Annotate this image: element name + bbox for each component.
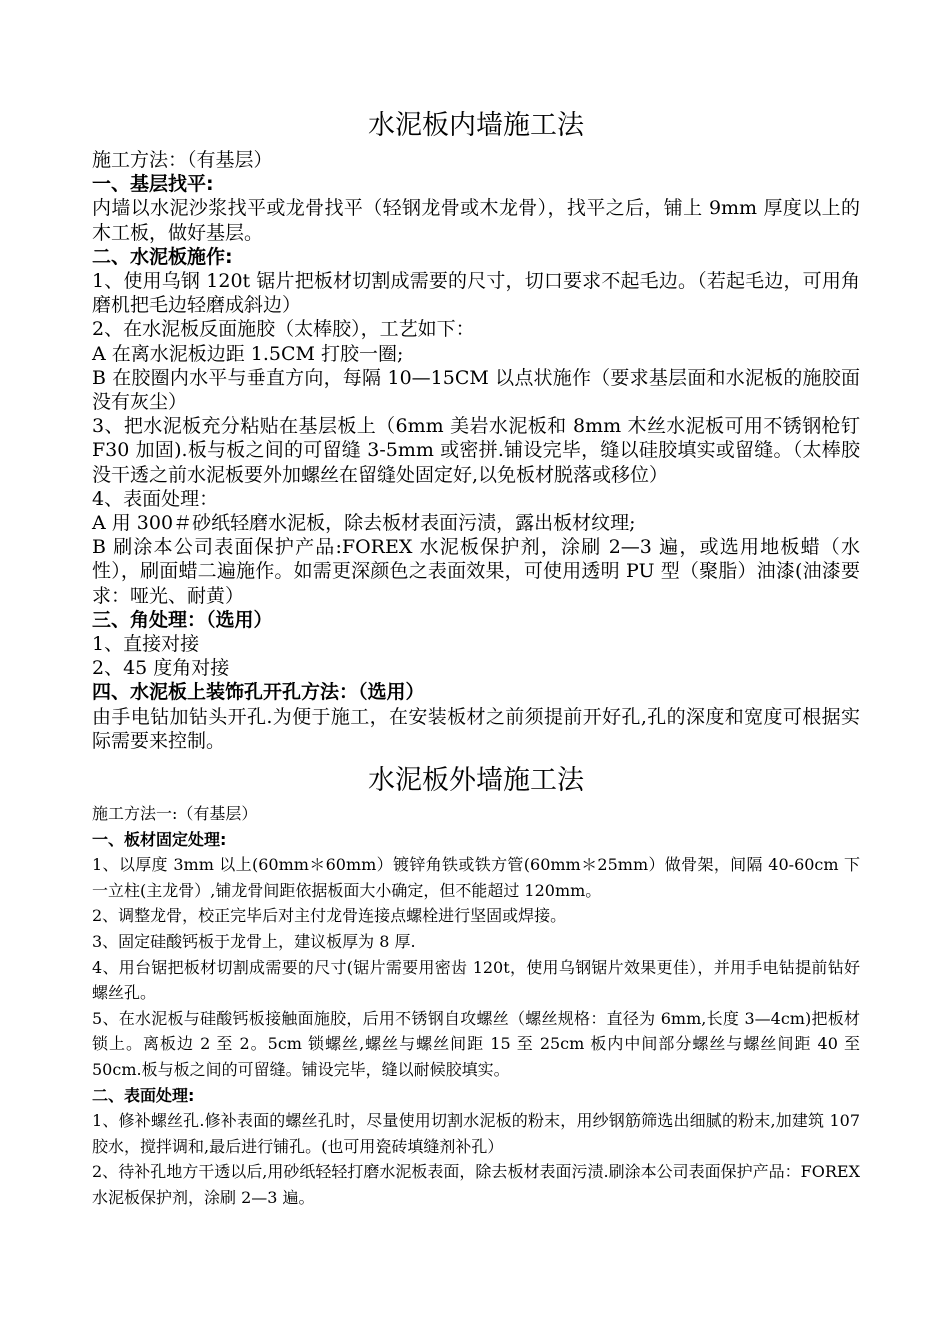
paragraph: 3、把水泥板充分粘贴在基层板上（6mm 美岩水泥板和 8mm 木丝水泥板可用不锈钢枪钉 F30 加固).板与板之间的可留缝 3-5mm 或密拼.铺设完毕，缝以硅胶填实或留缝。（太棒胶没干透之前水泥板要外加螺丝在留缝处固定好,以免板材脱落或移位）	[92, 415, 860, 486]
paragraph: B 刷涂本公司表面保护产品:FOREX 水泥板保护剂，涂刷 2—3 遍，或选用地板蜡（水性），刷面蜡二遍施作。如需更深颜色之表面效果，可使用透明 PU 型（聚脂）油漆(油漆要求：哑光、耐黄）	[92, 536, 860, 607]
document-page	[92, 104, 860, 1211]
exterior-wall-title: 水泥板外墙施工法	[368, 765, 584, 797]
paragraph: 5、在水泥板与硅酸钙板接触面施胶，后用不锈钢自攻螺丝（螺丝规格：直径为 6mm,长度 3—4cm)把板材锁上。离板边 2 至 2。5cm 锁螺丝,螺丝与螺丝间距 15 至 25cm 板内中间部分螺丝与螺丝间距 40 至 50cm.板与板之间的可留缝。铺设完毕，缝以耐候胶填实。	[92, 1008, 860, 1080]
section-heading: 三、角处理：（选用）	[92, 608, 273, 631]
paragraph: B 在胶圈内水平与垂直方向，每隔 10—15CM 以点状施作（要求基层面和水泥板的施胶面没有灰尘）	[92, 366, 860, 414]
paragraph: 4、用台锯把板材切割成需要的尺寸(锯片需要用密齿 120t，使用乌钢锯片效果更佳），并用手电钻提前钻好螺丝孔。	[92, 957, 860, 1003]
paragraph: 3、固定硅酸钙板于龙骨上，建议板厚为 8 厚.	[92, 932, 416, 952]
exterior-wall-body	[92, 801, 860, 1211]
section-heading: 四、水泥板上装饰孔开孔方法：（选用）	[92, 681, 425, 704]
paragraph: 施工方法一:（有基层）	[92, 804, 258, 824]
paragraph: 2、在水泥板反面施胶（太棒胶），工艺如下：	[92, 318, 475, 341]
paragraph: 1、以厚度 3mm 以上(60mm＊60mm）镀锌角铁或铁方管(60mm＊25mm）做骨架，间隔 40-60cm 下一立柱(主龙骨）,铺龙骨间距依据板面大小确定，但不能超过 120mm。	[92, 855, 860, 900]
interior-wall-title: 水泥板内墙施工法	[368, 110, 584, 141]
paragraph: A 在离水泥板边距 1.5CM 打胶一圈;	[92, 342, 404, 365]
paragraph: A 用 300＃砂纸轻磨水泥板，除去板材表面污渍，露出板材纹理;	[92, 512, 636, 535]
interior-wall-body	[92, 148, 860, 753]
paragraph: 1、修补螺丝孔.修补表面的螺丝孔时，尽量使用切割水泥板的粉末，用纱钢筋筛选出细腻的粉末,加建筑 107 胶水，搅拌调和,最后进行铺孔。(也可用瓷砖填缝剂补孔）	[92, 1111, 860, 1156]
paragraph: 4、表面处理：	[92, 487, 219, 510]
paragraph: 2、调整龙骨，校正完毕后对主付龙骨连接点螺栓进行坚固或焊接。	[92, 906, 567, 926]
paragraph: 由手电钻加钻头开孔.为便于施工，在安装板材之前须提前开好孔,孔的深度和宽度可根据实际需要来控制。	[92, 705, 860, 752]
paragraph: 2、45 度角对接	[92, 657, 230, 680]
paragraph: 1、使用乌钢 120t 锯片把板材切割成需要的尺寸，切口要求不起毛边。（若起毛边，可用角磨机把毛边轻磨成斜边）	[92, 270, 860, 317]
paragraph: 1、直接对接	[92, 633, 200, 656]
interior-wall-section	[92, 104, 860, 753]
section-heading: 一、基层找平:	[92, 173, 214, 196]
section-heading: 一、板材固定处理:	[92, 829, 227, 849]
section-heading: 二、表面处理:	[92, 1085, 195, 1105]
section-heading: 二、水泥板施作:	[92, 245, 233, 268]
paragraph: 2、待补孔地方干透以后,用砂纸轻轻打磨水泥板表面，除去板材表面污渍.刷涂本公司表面保护产品：FOREX 水泥板保护剂，涂刷 2—3 遍。	[92, 1162, 860, 1207]
paragraph: 施工方法：（有基层）	[92, 149, 273, 171]
exterior-wall-section	[92, 761, 860, 1211]
paragraph: 内墙以水泥沙浆找平或龙骨找平（轻钢龙骨或木龙骨），找平之后，铺上 9mm 厚度以上的木工板，做好基层。	[92, 197, 860, 244]
